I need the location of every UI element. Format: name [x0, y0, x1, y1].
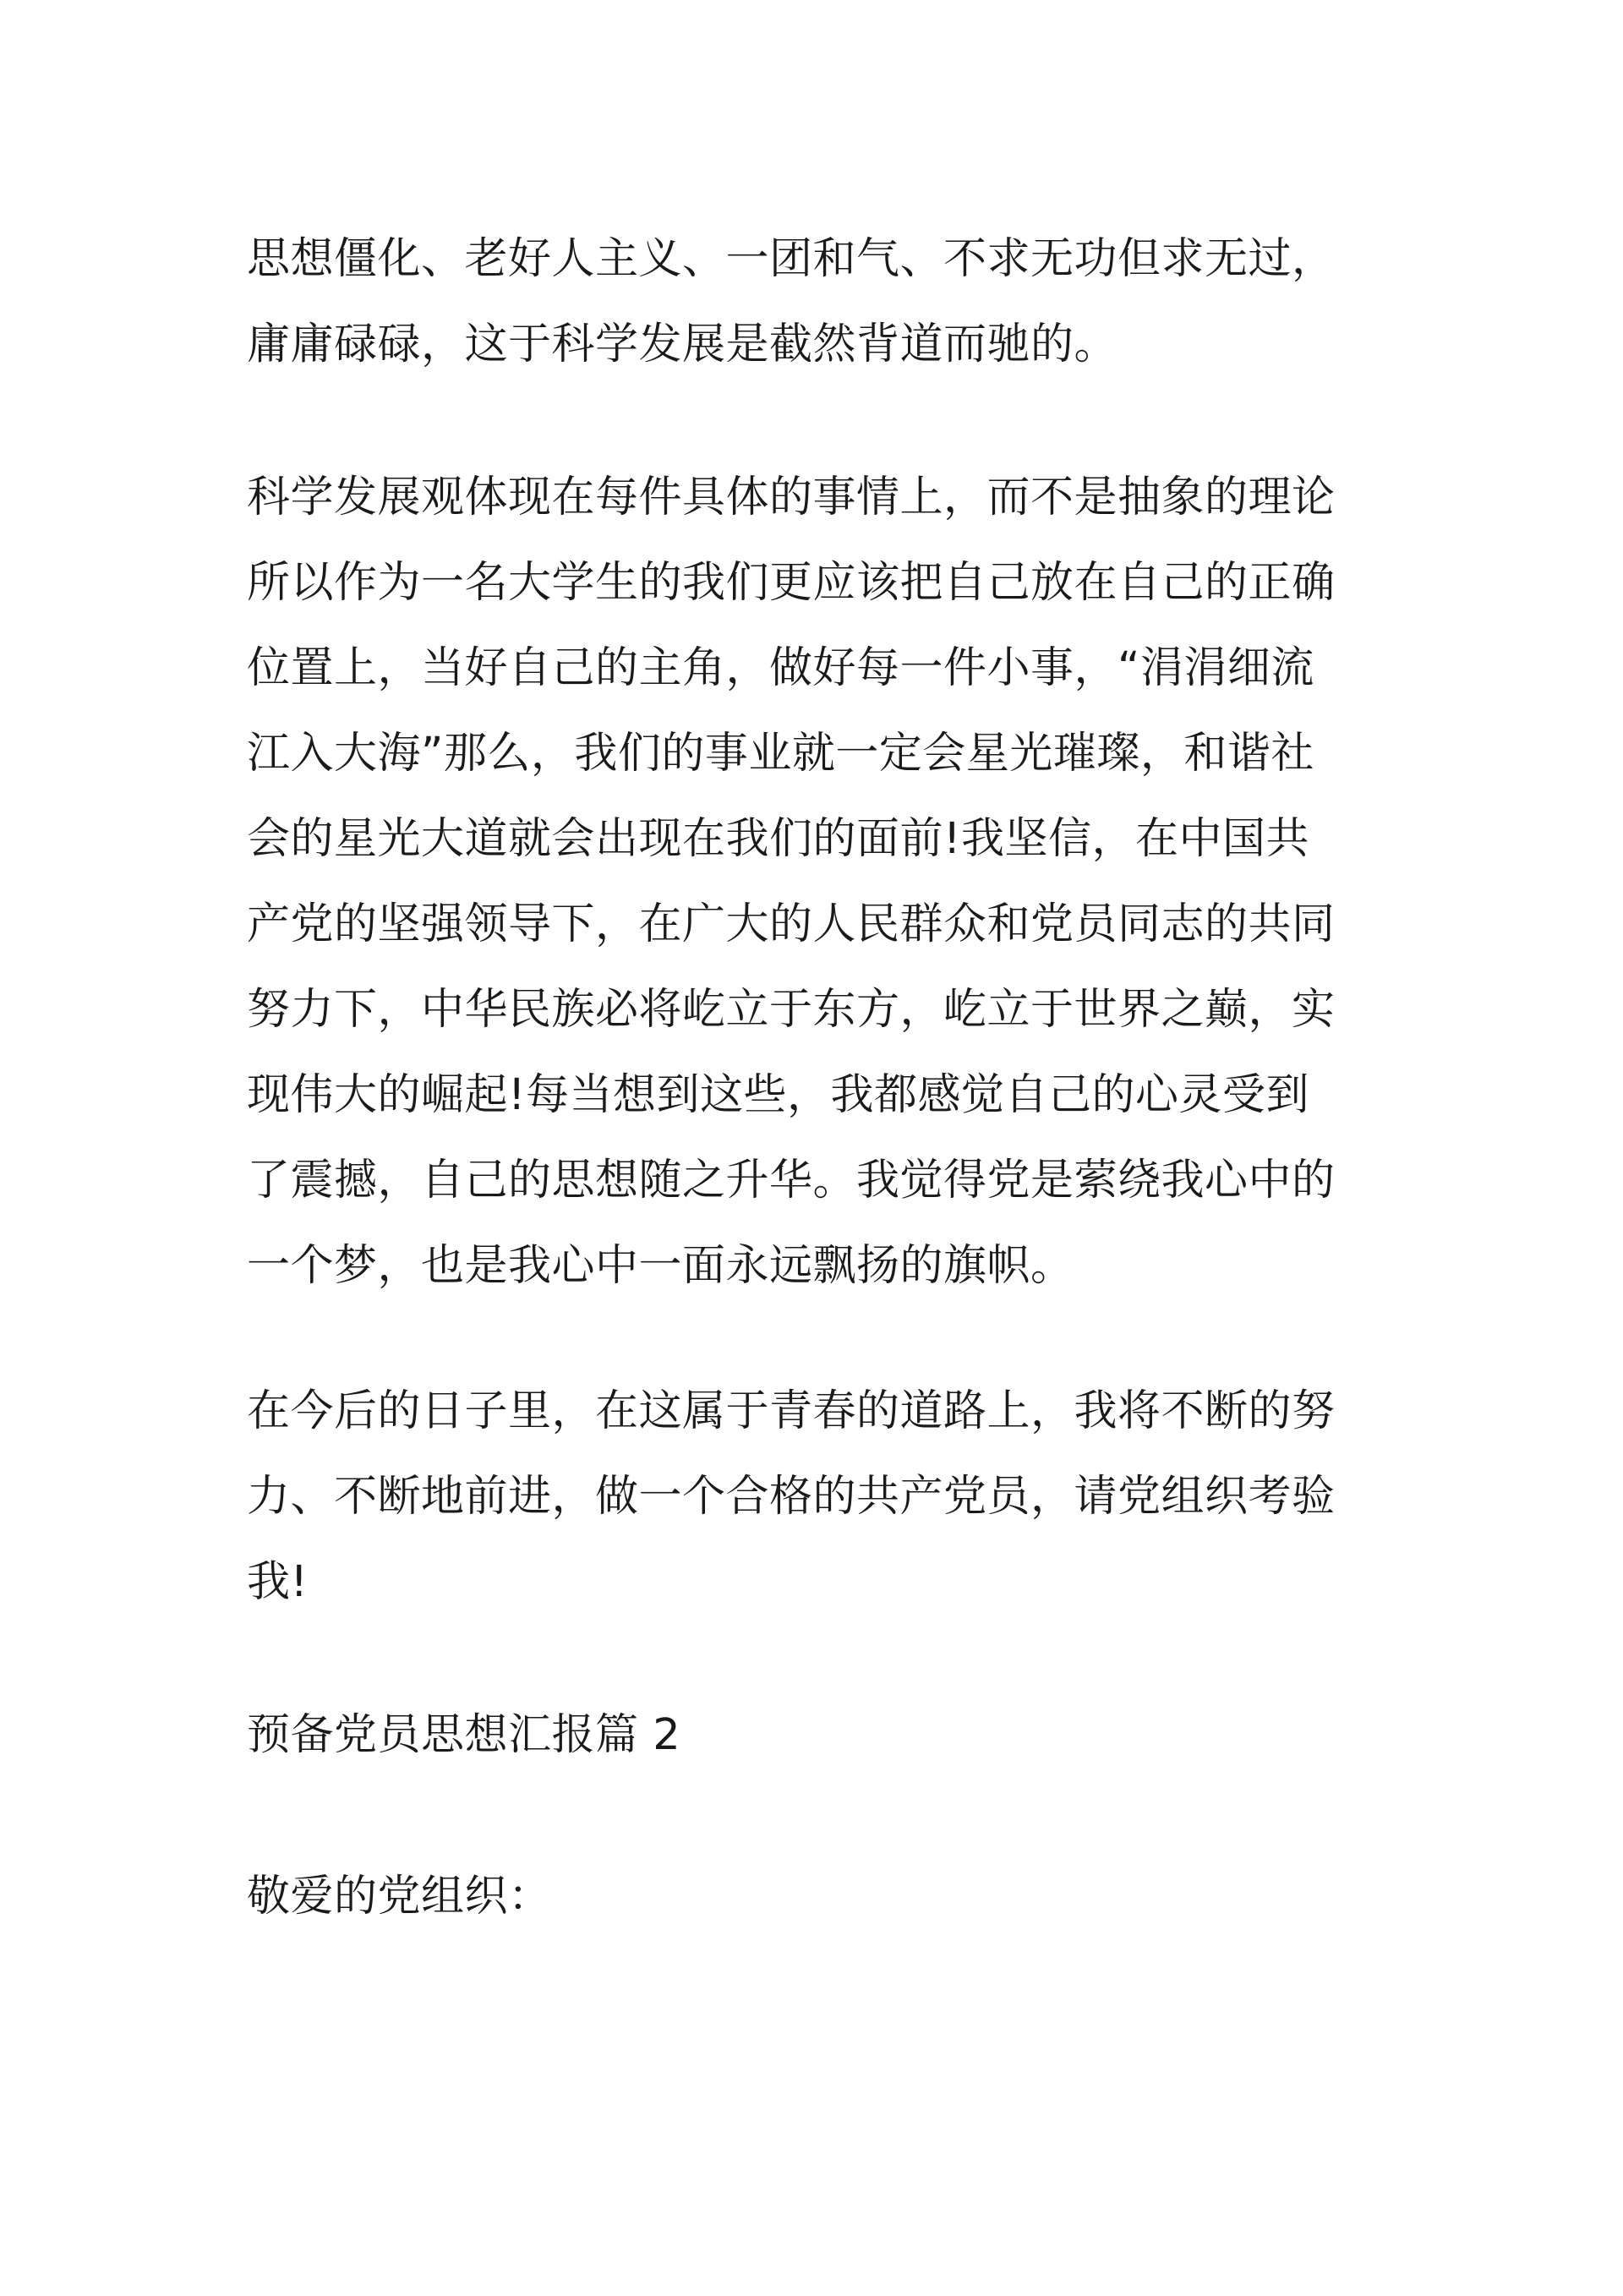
- paragraph-2: 科学发展观体现在每件具体的事情上，而不是抽象的理论 所以作为一名大学生的我们更应该把自己放在自己的正确 位置上，当好自己的主角，做好每一件小事，“涓涓细流 江入大海”那么，我们的事业就一定会星光璀璨，和谐社 会的星光大道就会出现在我们的面前!我坚信，在中国共 产党的坚强领导下，在广大的人民群众和党员同志的共同 努力下，中华民族必将屹立于东方，屹立于世界之巅，实 现伟大的崛起!每当想到这些，我都感觉自己的心灵受到 了震撼，自己的思想随之升华。我觉得党是萦绕我心中的 一个梦，也是我心中一面永远飘扬的旗帜。: [247, 473, 1336, 1291]
- paragraph-1: 思想僵化、老好人主义、一团和气、不求无功但求无过， 庸庸碌碌，这于科学发展是截然背道而驰的。: [247, 234, 1336, 369]
- section-heading: 预备党员思想汇报篇 2: [247, 1710, 681, 1760]
- salutation: 敬爱的党组织：: [247, 1872, 552, 1922]
- paragraph-3: 在今后的日子里，在这属于青春的道路上，我将不断的努 力、不断地前进，做一个合格的共产党员，请党组织考验 我!: [247, 1386, 1336, 1607]
